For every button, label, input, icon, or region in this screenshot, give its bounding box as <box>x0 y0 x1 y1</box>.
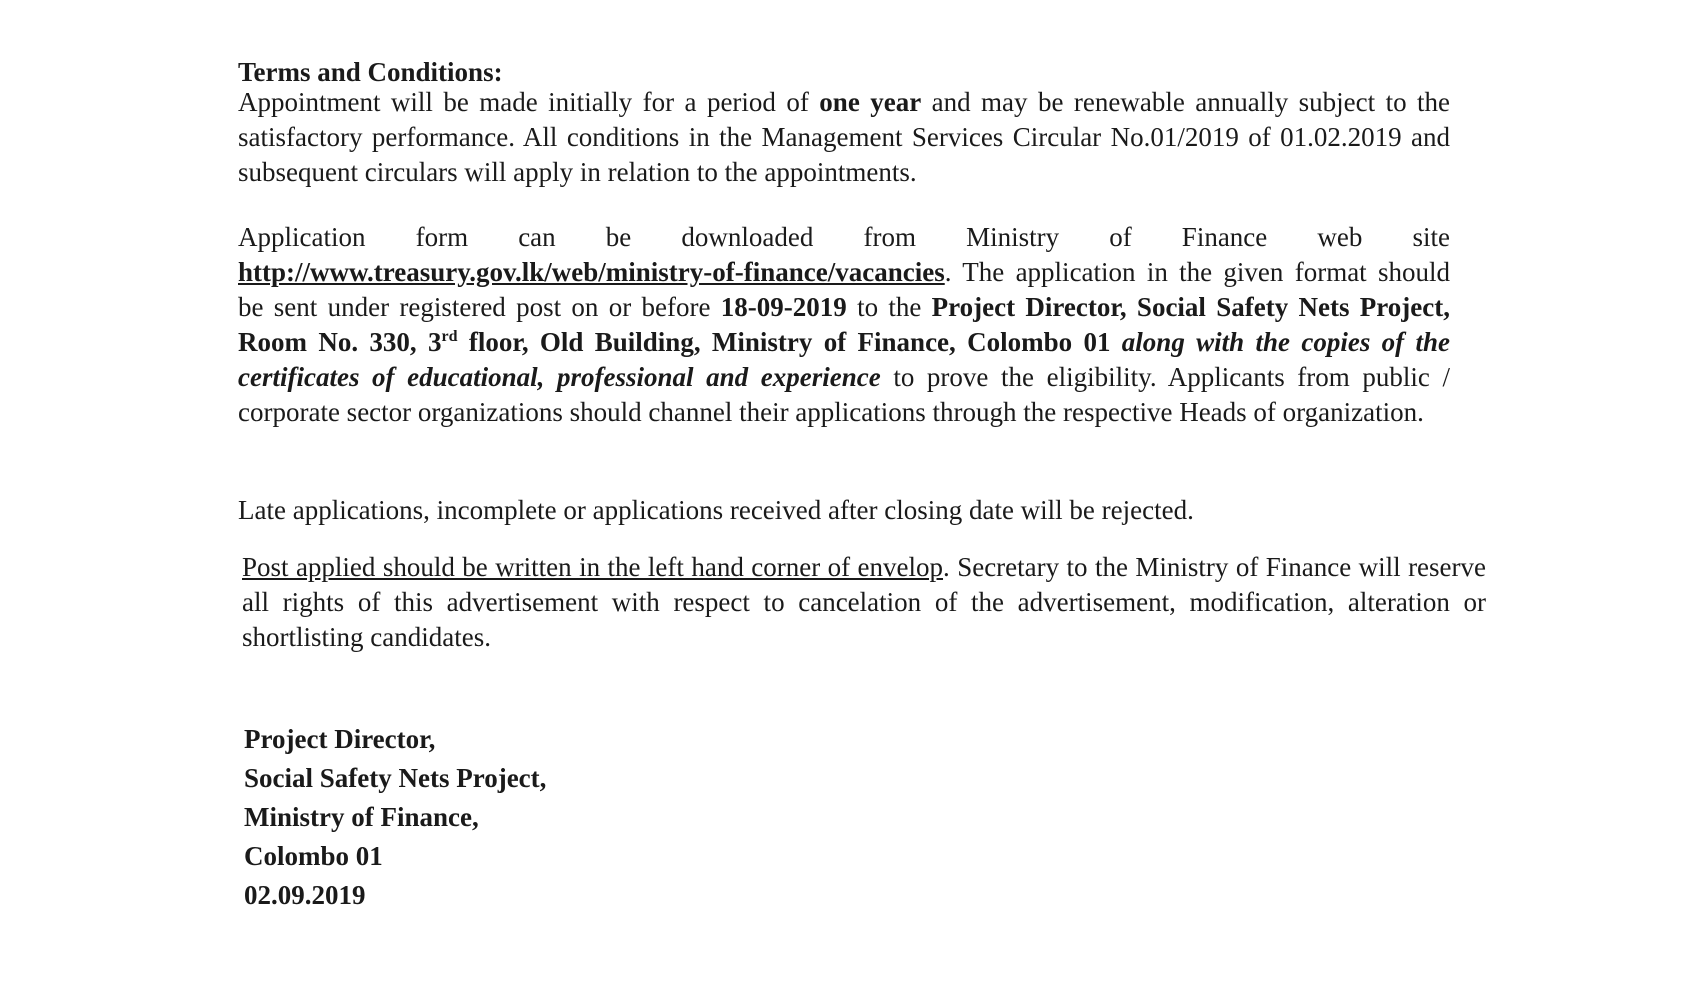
terms-paragraph <box>238 85 1450 190</box>
application-intro: Application form can be downloaded from Ministry of Finance web site <box>238 222 1450 252</box>
post-applied-instruction: Post applied should be written in the left hand corner of envelop <box>242 552 944 582</box>
signature-line: Project Director, <box>244 724 436 754</box>
terms-text-b: and may be renewable annually subject to the satisfactory performance. All conditions in the Management Services Circular No.01/2019 of 01.02.2019 and subsequent circulars will apply in relation to the appointments. <box>238 87 1450 187</box>
deadline-date: 18-09-2019 <box>720 292 847 322</box>
application-to-the: to the <box>846 292 932 322</box>
address-sup: rd <box>441 328 458 345</box>
terms-text-a: Appointment will be made initially for a period of <box>238 87 820 117</box>
rights-reserved-text: . Secretary to the Ministry of Finance will reserve all rights of this advertisement with respect to cancelation of the advertisement, modification, alteration or shortlisting candidates. <box>242 552 1487 652</box>
post-applied-paragraph <box>242 550 1486 655</box>
signature-line: Ministry of Finance, <box>244 802 479 832</box>
application-paragraph <box>238 220 1450 430</box>
address-pre: Project Director, Social Safety Nets Project, Room No. 330, 3 <box>238 292 1450 357</box>
application-after-link: . The application in the given format should be sent under registered post on or before <box>238 257 1450 322</box>
signature-date: 02.09.2019 <box>244 880 366 910</box>
eligibility-text: to prove the eligibility. Applicants from public / corporate sector organizations should channel their applications through the respective Heads of organization. <box>238 362 1450 427</box>
late-applications-paragraph: Late applications, incomplete or applications received after closing date will be rejected. <box>238 495 1194 525</box>
vacancies-link[interactable]: http://www.treasury.gov.lk/web/ministry-of-finance/vacancies <box>238 257 945 287</box>
signature-block <box>244 720 546 915</box>
term-period: one year <box>819 87 922 117</box>
address-post: floor, Old Building, Ministry of Finance, Colombo 01 <box>457 327 1111 357</box>
certificates-note: along with the copies of the certificates of educational, professional and experience <box>238 327 1450 392</box>
terms-heading: Terms and Conditions: <box>238 57 503 87</box>
signature-line: Social Safety Nets Project, <box>244 763 547 793</box>
signature-line: Colombo 01 <box>244 841 383 871</box>
